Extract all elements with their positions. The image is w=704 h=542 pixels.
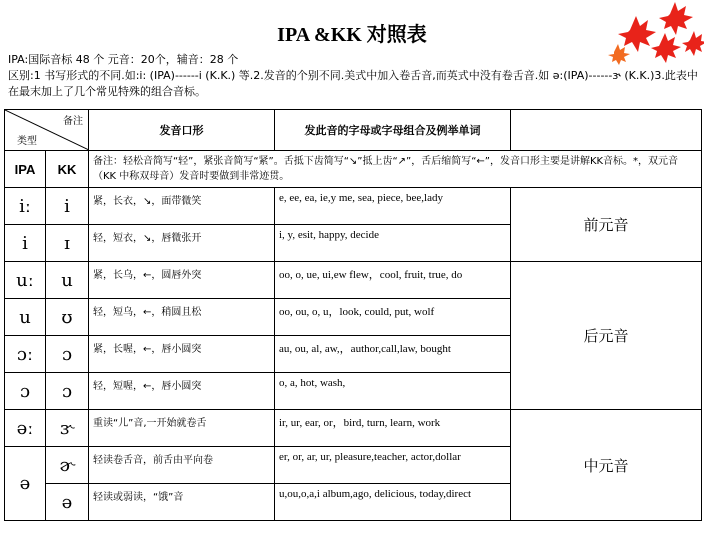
mouth-shape: 轻读卷舌音，前舌由平向卷 — [89, 447, 275, 484]
kk-symbol: i — [46, 188, 89, 225]
mouth-shape: 重读“儿”音,一开始就卷舌 — [89, 410, 275, 447]
kk-symbol: ɔ — [46, 336, 89, 373]
table-row — [5, 262, 702, 299]
ipa-symbol: ɔ — [5, 373, 46, 410]
example-words: oo, o, ue, ui,ew flew，cool, fruit, true, do — [275, 262, 511, 299]
example-words: e, ee, ea, ie,y me, sea, piece, bee,lady — [275, 188, 511, 225]
mouth-shape: 紧，长衣，↘，面带微笑 — [89, 188, 275, 225]
header-letters: 发此音的字母或字母组合及例举单词 — [275, 110, 511, 151]
kk-symbol: ɝ — [46, 410, 89, 447]
mouth-shape: 轻，短乌，←，稍圆且松 — [89, 299, 275, 336]
ipa-kk-table — [4, 109, 702, 521]
kk-column-header: KK — [46, 151, 89, 188]
note-text: 备注：轻松音简写“轻”，紧张音简写“紧”。舌抵下齿简写“↘”抵上齿“↗”，舌后缩简写“←”，发音口形主要是讲解KK音标。*，双元音（KK 中称双母音）发音时要做到非常迹贯。 — [89, 151, 702, 188]
mouth-shape: 轻，短喔，←，唇小圆突 — [89, 373, 275, 410]
header-corner — [5, 110, 89, 151]
category-back-vowels: 后元音 — [511, 262, 702, 410]
category-front-vowels: 前元音 — [511, 188, 702, 262]
ipa-symbol: ə — [5, 447, 46, 521]
ipa-symbol: uː — [5, 262, 46, 299]
category-central-vowels: 中元音 — [511, 410, 702, 521]
kk-symbol: ɚ — [46, 447, 89, 484]
ipa-symbol: ɔː — [5, 336, 46, 373]
header-row — [5, 110, 702, 151]
example-words: ir, ur, ear, or，bird, turn, learn, work — [275, 410, 511, 447]
example-words: u,ou,o,a,i album,ago, delicious, today,direct — [275, 484, 511, 521]
kk-symbol: u — [46, 262, 89, 299]
header-empty — [511, 110, 702, 151]
corner-top-label: 备注 — [63, 116, 83, 127]
ipa-symbol: u — [5, 299, 46, 336]
intro-line-1: IPA:国际音标 48 个 元音：20个，辅音：28 个 — [8, 53, 239, 66]
kk-symbol: ə — [46, 484, 89, 521]
example-words: i, y, esit, happy, decide — [275, 225, 511, 262]
mouth-shape: 紧，长喔，←，唇小圆突 — [89, 336, 275, 373]
mouth-shape: 紧，长乌，←，圆唇外突 — [89, 262, 275, 299]
kk-symbol: ʊ — [46, 299, 89, 336]
example-words: er, or, ar, ur, pleasure,teacher, actor,dollar — [275, 447, 511, 484]
intro-line-2: 区别:1 书写形式的不同.如:i: (IPA)------i (K.K.) 等.2.发音的个别不同.美式中加入卷舌音,而英式中没有卷舌音.如 ə:(IPA)------ɝ (K.K.)3.此表中在最末加上了几个常见特殊的组合音标。 — [8, 69, 698, 98]
mouth-shape: 轻，短衣，↘，唇微张开 — [89, 225, 275, 262]
table-row — [5, 188, 702, 225]
kk-symbol: ɪ — [46, 225, 89, 262]
kk-symbol: ɔ — [46, 373, 89, 410]
page-title: IPA &KK 对照表 — [277, 24, 427, 46]
example-words: o, a, hot, wash, — [275, 373, 511, 410]
ipa-symbol: əː — [5, 410, 46, 447]
mouth-shape: 轻读或弱读，“饿”音 — [89, 484, 275, 521]
note-row — [5, 151, 702, 188]
ipa-column-header: IPA — [5, 151, 46, 188]
corner-bottom-label: 类型 — [17, 136, 37, 147]
ipa-symbol: iː — [5, 188, 46, 225]
table-row — [5, 410, 702, 447]
ipa-symbol: i — [5, 225, 46, 262]
example-words: au, ou, al, aw,，author,call,law, bought — [275, 336, 511, 373]
intro-text — [8, 52, 698, 100]
example-words: oo, ou, o, u，look, could, put, wolf — [275, 299, 511, 336]
header-mouth: 发音口形 — [89, 110, 275, 151]
